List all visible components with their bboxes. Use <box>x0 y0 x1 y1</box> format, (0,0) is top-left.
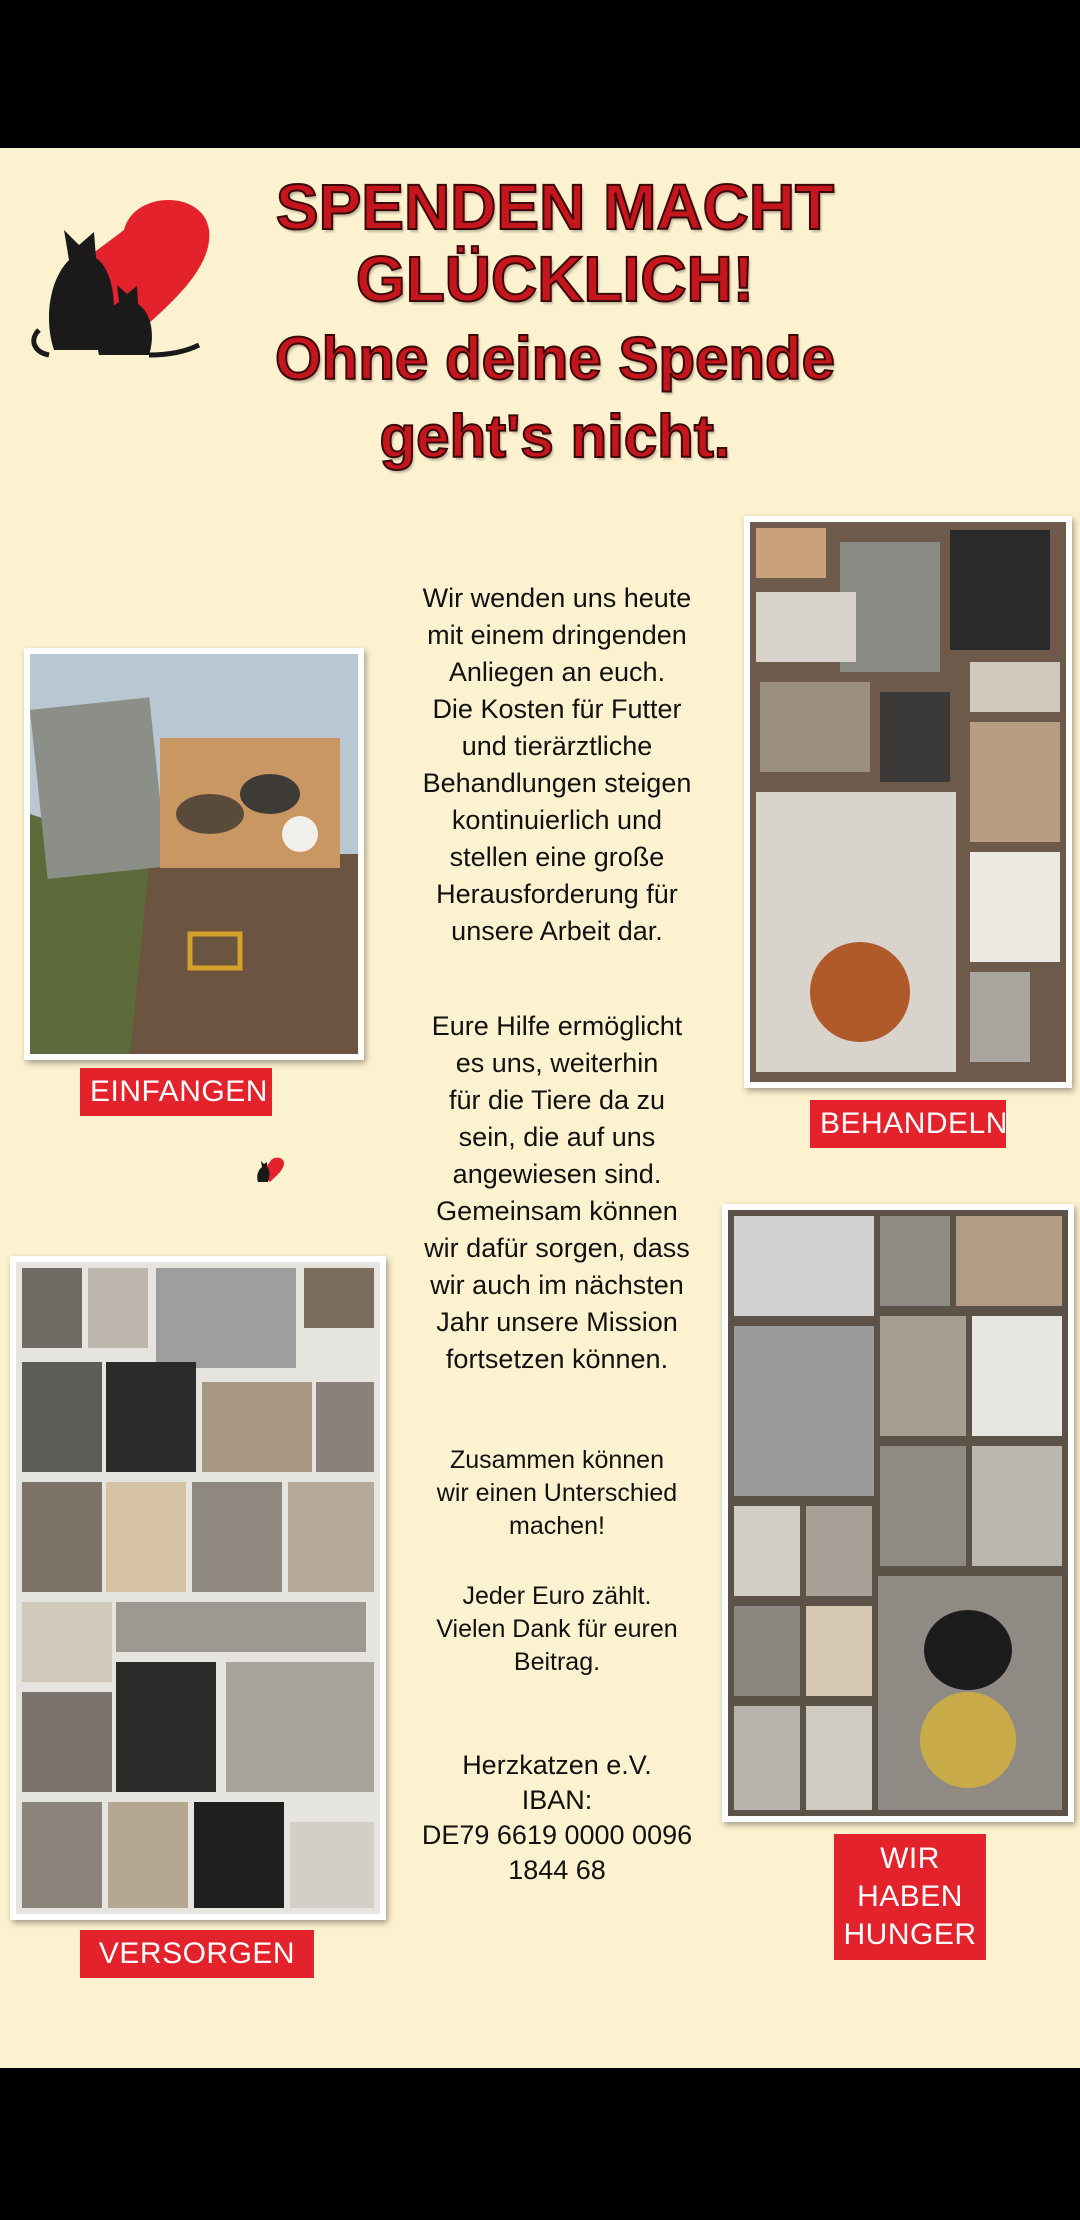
headline-line-1: SPENDEN MACHT <box>275 171 835 243</box>
photo-collage-hunger <box>722 1204 1074 1822</box>
appeal-line: stellen eine große <box>449 842 665 872</box>
help-line: angewiesen sind. <box>452 1159 662 1189</box>
iban-number: 1844 68 <box>508 1855 606 1885</box>
together-line: wir einen Unterschied <box>436 1479 678 1507</box>
label-wir-haben-hunger <box>834 1834 986 1960</box>
together-line: machen! <box>509 1512 605 1540</box>
photo-collage-behandeln <box>744 516 1072 1088</box>
thanks-line: Jeder Euro zählt. <box>462 1582 652 1610</box>
appeal-text <box>392 580 722 950</box>
photo-collage-versorgen <box>10 1256 386 1920</box>
donation-poster <box>0 148 1080 2068</box>
headline-line-2: GLÜCKLICH! <box>355 242 755 315</box>
cat-heart-logo <box>14 170 214 370</box>
help-line: Jahr unsere Mission <box>436 1307 678 1337</box>
together-text <box>392 1444 722 1543</box>
help-line: Gemeinsam können <box>436 1196 678 1226</box>
thanks-line: Beitrag. <box>513 1648 601 1676</box>
appeal-line: Herausforderung für <box>436 879 678 909</box>
help-line: Eure Hilfe ermöglicht <box>431 1011 683 1041</box>
organization-name: Herzkatzen e.V. <box>462 1750 652 1780</box>
label-versorgen: VERSORGEN <box>80 1930 314 1978</box>
appeal-line: mit einem dringenden <box>427 620 687 650</box>
appeal-line: Die Kosten für Futter <box>432 694 682 724</box>
appeal-line: kontinuierlich und <box>451 805 663 835</box>
appeal-line: Behandlungen steigen <box>422 768 692 798</box>
headline-line-4: geht's nicht. <box>379 402 731 470</box>
headline <box>220 172 890 470</box>
label-behandeln: BEHANDELN <box>810 1100 1006 1148</box>
together-line: Zusammen können <box>449 1446 664 1474</box>
label-hunger-line: WIR <box>880 1842 940 1875</box>
small-cat-heart-icon <box>252 1152 286 1186</box>
thanks-line: Vielen Dank für euren <box>436 1615 678 1643</box>
help-line: sein, die auf uns <box>458 1122 656 1152</box>
help-line: für die Tiere da zu <box>448 1085 666 1115</box>
photo-collage-einfangen <box>24 648 364 1060</box>
help-line: wir dafür sorgen, dass <box>424 1233 690 1263</box>
label-einfangen: EINFANGEN <box>80 1068 272 1116</box>
appeal-line: unsere Arbeit dar. <box>451 916 663 946</box>
help-text <box>392 1008 722 1378</box>
appeal-line: Wir wenden uns heute <box>422 583 692 613</box>
headline-line-3: Ohne deine Spende <box>274 325 836 393</box>
iban-number: DE79 6619 0000 0096 <box>421 1820 693 1850</box>
help-line: wir auch im nächsten <box>430 1270 684 1300</box>
label-hunger-line: HABEN <box>857 1880 963 1913</box>
bank-details <box>392 1748 722 1888</box>
help-line: fortsetzen können. <box>445 1344 669 1374</box>
appeal-line: und tierärztliche <box>461 731 653 761</box>
label-hunger-line: HUNGER <box>843 1918 977 1951</box>
iban-label: IBAN: <box>521 1785 593 1815</box>
appeal-line: Anliegen an euch. <box>448 657 666 687</box>
thanks-text <box>392 1580 722 1679</box>
help-line: es uns, weiterhin <box>455 1048 659 1078</box>
